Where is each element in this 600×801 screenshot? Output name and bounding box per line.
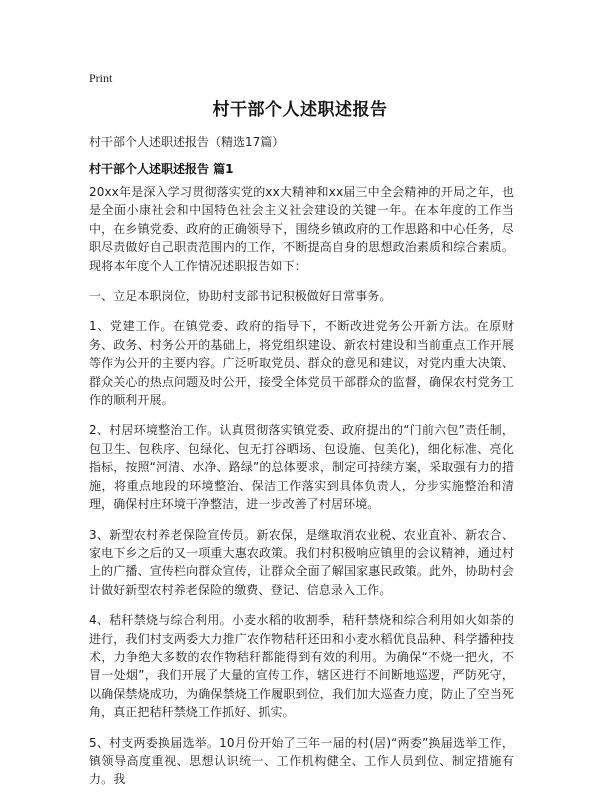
document-subtitle: 村干部个人述职述报告（精选17篇） <box>89 135 285 149</box>
paragraph-straw-burning: 4、秸秆禁烧与综合利用。小麦水稻的收割季，秸秆禁烧和综合利用如火如荼的进行，我们村支两委大力推广农作物秸秆还田和小麦水稻优良品种、科学播种技术，力争绝大多数的农作物秸秆都能得到有效的利用。为确保“不烧一把火，不冒一处烟”，我们开展了大量的宣传工作，辖区进行不间断地巡逻，严防死守，以确保禁烧成功，为确保禁烧工作履职到位，我们加大巡查力度，防止了空当死角，真正把秸秆禁烧工作抓好、抓实。 <box>89 613 514 720</box>
paragraph-intro: 20xx年是深入学习贯彻落实党的xx大精神和xx届三中全会精神的开局之年，也是全面小康社会和中国特色社会主义社会建设的关键一年。在本年度的工作当中，在乡镇党委、政府的正确领导下，围绕乡镇政府的工作思路和中心任务，尽职尽责做好自己职责范围内的工作，不断提高自身的思想政治素质和综合素质。现将本年度个人工作情况述职报告如下： <box>89 185 514 273</box>
print-link[interactable]: Print <box>89 71 113 85</box>
section-heading: 村干部个人述职述报告 篇1 <box>89 162 234 176</box>
paragraph-party-building: 1、党建工作。在镇党委、政府的指导下，不断改进党务公开新方法。在原财务、政务、村务公开的基础上，将党组织建设、新农村建设和当前重点工作开展等作为公开的主要内容。广泛听取党员、群众的意见和建议，对党内重大决策、群众关心的热点问题及时公开，接受全体党员干部群众的监督，确保农村党务工作的顺利开展。 <box>89 319 514 408</box>
page-title: 村干部个人述职述报告 <box>212 100 388 120</box>
document-body <box>89 183 514 801</box>
paragraph-environment: 2、村居环境整治工作。认真贯彻落实镇党委、政府提出的“门前六包”责任制，包卫生、包秩序、包绿化、包无打谷晒场、包设施、包美化)，细化标准、亮化指标，按照“河清、水净、路绿”的总体要求，制定可持续方案，采取强有力的措施，将重点地段的环境整治、保洁工作落实到具体负责人，分步实施整治和清理，确保村庄环境干净整洁，进一步改善了村居环境。 <box>89 423 514 512</box>
paragraph-section-one: 一、立足本职岗位，协助村支部书记积极做好日常事务。 <box>89 289 392 304</box>
paragraph-election: 5、村支两委换届选举。10月份开始了三年一届的村(居)“两委”换届选举工作，镇领导高度重视、思想认识统一、工作机构健全、工作人员到位、制定措施有力。我 <box>89 735 514 787</box>
paragraph-pension: 3、新型农村养老保险宣传员。新农保，是继取消农业税、农业直补、新农合、家电下乡之后的又一项重大惠农政策。我们村积极响应镇里的会议精神，通过村上的广播、宣传栏向群众宣传，让群众全面了解国家惠民政策。此外，协助村会计做好新型农村养老保险的缴费、登记、信息录入工作。 <box>89 527 514 597</box>
